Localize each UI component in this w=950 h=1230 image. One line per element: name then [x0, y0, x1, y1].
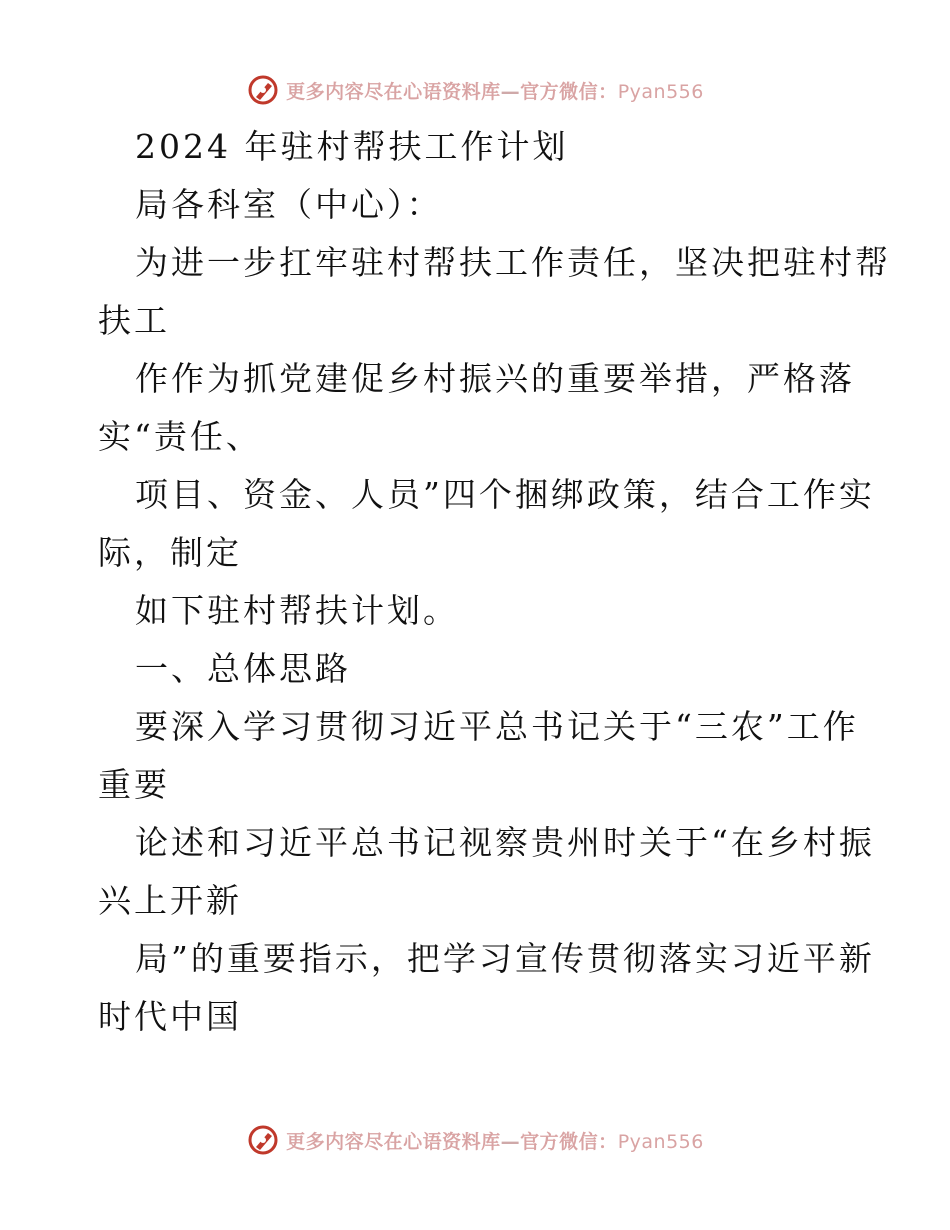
- document-line: 为进一步扛牢驻村帮扶工作责任，坚决把驻村帮: [135, 243, 891, 282]
- document-line: 局”的重要指示，把学习宣传贯彻落实习近平新: [135, 939, 875, 978]
- document-line: 项目、资金、人员”四个捆绑政策，结合工作实: [135, 475, 875, 514]
- pen-logo-icon: [246, 1123, 280, 1157]
- document-line: 作作为抓党建促乡村振兴的重要举措，严格落: [135, 359, 855, 398]
- watermark-text: 更多内容尽在心语资料库—官方微信：Pyan556: [286, 80, 704, 103]
- document-line: 实“责任、: [98, 417, 262, 456]
- document-line: 论述和习近平总书记视察贵州时关于“在乡村振: [135, 823, 875, 862]
- document-line: 如下驻村帮扶计划。: [135, 591, 459, 630]
- document-line: 扶工: [98, 301, 170, 340]
- header-watermark: [0, 70, 950, 110]
- watermark-text: 更多内容尽在心语资料库—官方微信：Pyan556: [286, 1130, 704, 1153]
- document-line: 要深入学习贯彻习近平总书记关于“三农”工作: [135, 707, 859, 746]
- document-line: 2024 年驻村帮扶工作计划: [135, 127, 569, 166]
- pen-logo-icon: [246, 73, 280, 107]
- document-body: [98, 118, 891, 1046]
- footer-watermark: [0, 1120, 950, 1160]
- document-line: 时代中国: [98, 997, 242, 1036]
- document-line: 际，制定: [98, 533, 242, 572]
- document-line: 一、总体思路: [135, 649, 351, 688]
- document-line: 重要: [98, 765, 170, 804]
- document-line: 局各科室（中心）：: [135, 185, 443, 224]
- document-line: 兴上开新: [98, 881, 242, 920]
